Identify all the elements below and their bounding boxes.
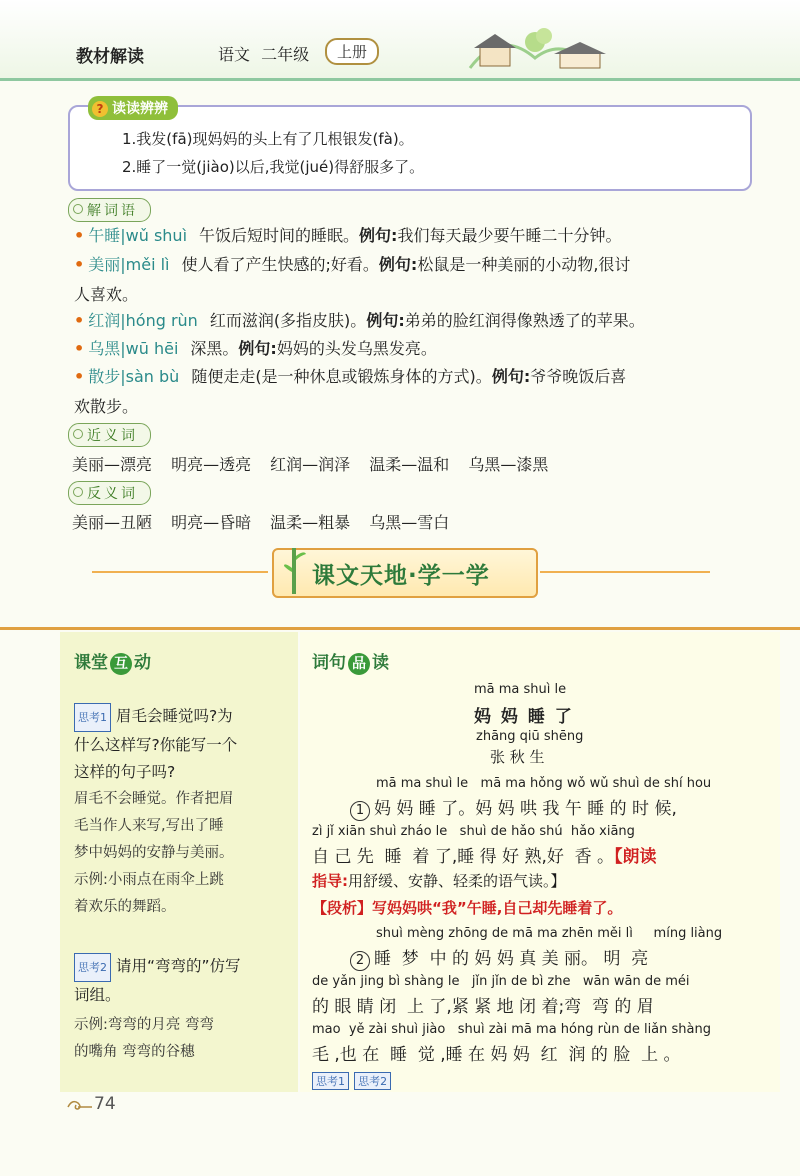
- right-column-title: 词句 品 读: [312, 653, 389, 673]
- vocab-item-4: • 乌黑|wū hēi 深黑。例句:妈妈的头发乌黑发亮。: [74, 339, 437, 358]
- synonym-tag: 近义词: [68, 423, 151, 447]
- question-line-2: 2.睡了一觉(jiào)以后,我觉(jué)得舒服多了。: [122, 158, 425, 176]
- vocab-tag: 解词语: [68, 198, 151, 222]
- poem-title: 妈 妈 睡 了: [474, 707, 574, 727]
- left-column-title: 课堂 互 动: [74, 653, 151, 673]
- synonym-list: 美丽—漂亮 明亮—透亮 红润—润泽 温柔—温和 乌黑—漆黑: [72, 455, 549, 474]
- vocab-item-5: • 散步|sàn bù 随便走走(是一种休息或锻炼身体的方式)。例句:爷爷晚饭后喜 欢散步。: [74, 367, 627, 416]
- banner-title: 课文天地·学一学: [312, 563, 490, 589]
- page-number: 74: [66, 1094, 116, 1114]
- author-pinyin: zhāng qiū shēng: [476, 729, 584, 744]
- think-badges: [312, 1070, 391, 1090]
- think-2-badge: 思考2: [74, 953, 111, 982]
- p2-pinyin-1: shuì mèng zhōng de mā ma zhēn měi lì míng liàng: [376, 926, 723, 941]
- banner-line-left: [92, 571, 268, 573]
- header-title: 教材解读: [76, 47, 144, 67]
- p2-text-1: 2 睡 梦 中 的 妈 妈 真 美 丽。 明 亮: [350, 944, 648, 971]
- p1-pinyin-1: mā ma shuì le mā ma hǒng wǒ wǔ shuì de shí hou: [376, 776, 712, 791]
- header-subject: 语文 二年级: [218, 45, 310, 64]
- banner-line-right: [540, 571, 710, 573]
- bamboo-icon: [282, 544, 308, 596]
- poem-title-pinyin: mā ma shuì le: [474, 682, 567, 697]
- page-header: [0, 0, 800, 81]
- p2-pinyin-2: de yǎn jing bì shàng le jǐn jǐn de bì zhe wān wān de méi: [312, 974, 690, 989]
- question-line-1: 1.我发(fā)现妈妈的头上有了几根银发(fà)。: [122, 130, 414, 148]
- swirl-ornament-icon: [66, 1097, 94, 1111]
- p2-text-2: 的 眼 睛 闭 上 了,紧 紧 地 闭 着;弯 弯 的 眉: [312, 997, 654, 1017]
- pavilion-illustration: [440, 18, 640, 76]
- reading-tip: 指导:用舒缓、安静、轻柔的语气读。】: [312, 872, 566, 890]
- think-2-answer: 示例:弯弯的月亮 弯弯 的嘴角 弯弯的谷穗: [74, 1017, 214, 1060]
- p2-text-3: 毛 ,也 在 睡 觉 ,睡 在 妈 妈 红 润 的 脸 上 。: [312, 1045, 681, 1065]
- think-1-answer: 眉毛不会睡觉。作者把眉 毛当作人来写,写出了睡 梦中妈妈的安静与美丽。 示例:小雨点在雨伞上跳 着欢乐的舞蹈。: [74, 791, 234, 915]
- think-1-badge: 思考1: [74, 703, 111, 732]
- antonym-list: 美丽—丑陋 明亮—昏暗 温柔—粗暴 乌黑—雪白: [72, 513, 450, 532]
- think-1-question: 思考1 眉毛会睡觉吗?为 什么这样写?你能写一个 这样的句子吗?: [74, 703, 292, 786]
- p1-text-2: 自 己 先 睡 着 了,睡 得 好 熟,好 香 。【朗读: [312, 847, 657, 867]
- vocab-item-1: • 午睡|wǔ shuì 午饭后短时间的睡眠。例句:我们每天最少要午睡二十分钟。: [74, 226, 622, 245]
- p1-pinyin-2: zì jǐ xiān shuì zháo le shuì de hǎo shú hǎo xiāng: [312, 824, 635, 839]
- vocab-item-2: • 美丽|měi lì 使人看了产生快感的;好看。例句:松鼠是一种美丽的小动物,很讨 人喜欢。: [74, 255, 631, 304]
- antonym-tag: 反义词: [68, 481, 151, 505]
- vocab-item-3: • 红润|hóng rùn 红而滋润(多指皮肤)。例句:弟弟的脸红润得像熟透了的苹果。: [74, 311, 645, 330]
- paragraph-analysis: 【段析】写妈妈哄“我”午睡,自己却先睡着了。: [312, 899, 623, 917]
- think-2-link[interactable]: 思考2: [354, 1072, 391, 1090]
- p2-pinyin-3: mao yě zài shuì jiào shuì zài mā ma hóng rùn de liǎn shàng: [312, 1022, 711, 1037]
- think-1-link[interactable]: 思考1: [312, 1072, 349, 1090]
- question-mark-icon: ?: [92, 101, 108, 117]
- section-divider: [0, 627, 800, 630]
- think-2-question: 思考2 请用“弯弯的”仿写 词组。: [74, 953, 292, 1009]
- p1-text-1: 1 妈 妈 睡 了。妈 妈 哄 我 午 睡 的 时 候,: [350, 794, 677, 821]
- question-tag: ? 读读辨辨: [88, 96, 178, 120]
- header-volume: 上册: [325, 38, 379, 65]
- author-name: 张 秋 生: [490, 748, 545, 766]
